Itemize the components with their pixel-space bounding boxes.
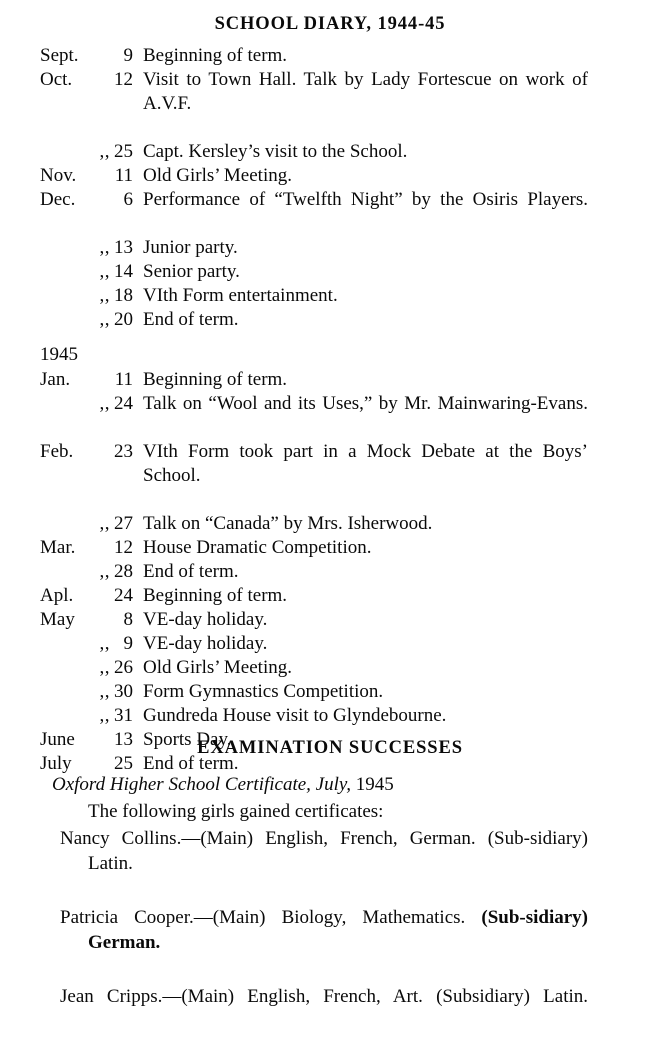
diary-entry-description: Beginning of term. [143,369,288,390]
diary-entry [0,164,660,188]
diary-entry-day: 9 [123,633,133,654]
diary-entry-description: Visit to Town Hall. Talk by Lady Fortescue on work of A.V.F. [143,69,588,114]
diary-entry [0,308,660,332]
certificate-subsidiary-subjects: (Subsidiary) Latin. [436,986,589,1007]
diary-entry-description: VE-day holiday. [143,609,268,630]
certificate-main-subjects: (Main) English, French, German. [200,828,476,849]
diary-entry [0,188,660,236]
diary-entry-day: 12 [114,537,133,558]
certificate-entry [0,905,660,980]
diary-entry-day: 27 [114,513,133,534]
diary-entry [0,632,660,656]
diary-entry-day: 13 [114,237,133,258]
diary-entry [0,260,660,284]
diary-entry-ditto-month: ,, [99,705,110,726]
diary-entry-ditto-month: ,, [99,657,110,678]
diary-entry [0,392,660,440]
diary-entry [0,560,660,584]
diary-entry-day: 6 [123,189,133,210]
diary-entry [0,68,660,140]
diary-entry-description: Gundreda House visit to Glyndebourne. [143,705,447,726]
page-title-examination-successes: EXAMINATION SUCCESSES [197,738,463,758]
diary-entry-day: 24 [114,585,133,606]
diary-entry-description: Old Girls’ Meeting. [143,165,292,186]
certificate-dash: — [193,907,213,928]
diary-entry-ditto-month: ,, [99,309,110,330]
diary-entry-ditto-month: ,, [99,513,110,534]
diary-entry [0,536,660,560]
diary-entry [0,512,660,536]
diary-entry-description: End of term. [143,753,239,774]
diary-entry-description: Old Girls’ Meeting. [143,657,292,678]
diary-entry-description: House Dramatic Competition. [143,537,372,558]
diary-entry-description: Form Gymnastics Competition. [143,681,384,702]
diary-entry-description: Talk on “Canada” by Mrs. Isherwood. [143,513,433,534]
diary-entry [0,284,660,308]
diary-entry-day: 25 [114,753,133,774]
certificate-student-name: Nancy Collins. [60,828,182,849]
diary-entry-ditto-month: ,, [99,261,110,282]
diary-entry-month: Apl. [40,585,74,606]
diary-entry-day: 20 [114,309,133,330]
diary-entry-description: VIth Form entertainment. [143,285,338,306]
exam-subheading-year: 1945 [355,774,394,795]
diary-entry-ditto-month: ,, [99,393,110,414]
diary-entry [0,140,660,164]
diary-entry-month: Mar. [40,537,76,558]
diary-entry-day: 24 [114,393,133,414]
diary-entry-day: 28 [114,561,133,582]
diary-entry-day: 12 [114,69,133,90]
diary-entries-1944 [0,44,660,332]
diary-entry-month: Oct. [40,69,73,90]
diary-entry-month: Sept. [40,45,79,66]
diary-entry-day: 11 [114,369,133,390]
diary-entry-ditto-month: ,, [99,681,110,702]
diary-entry-description: Beginning of term. [143,585,288,606]
diary-entry-month: Nov. [40,165,77,186]
diary-entry-month: Dec. [40,189,76,210]
diary-entry-month: Jan. [40,369,71,390]
diary-list [0,44,660,776]
certificate-subsidiary-subjects: (Sub-sidiary) German. [88,907,589,953]
diary-entry-day: 23 [114,441,133,462]
diary-entry-description: Beginning of term. [143,45,288,66]
diary-entries-1945 [0,368,660,776]
certificate-entry [0,984,660,1034]
certificate-dash: — [181,828,201,849]
diary-entry [0,440,660,512]
diary-entry-description: Senior party. [143,261,240,282]
examination-section [0,772,660,1038]
diary-entry [0,656,660,680]
diary-entry-day: 25 [114,141,133,162]
diary-entry-month: June [40,729,75,750]
page-title-school-diary: SCHOOL DIARY, 1944-45 [214,14,446,34]
diary-entry-description: End of term. [143,309,239,330]
diary-entry-month: July [40,753,72,774]
diary-entry-description: Talk on “Wool and its Uses,” by Mr. Mainwaring-Evans. [143,393,588,414]
diary-entry-description: Capt. Kersley’s visit to the School. [143,141,408,162]
exam-subheading-italic: Oxford Higher School Certificate, July, [52,774,352,795]
certificate-entry [0,826,660,901]
diary-entry-day: 26 [114,657,133,678]
diary-entry-description: Sports Day. [143,729,232,750]
diary-entry-day: 31 [114,705,133,726]
certificate-main-subjects: (Main) English, French, Art. [181,986,423,1007]
certificate-dash: — [162,986,182,1007]
diary-entry [0,44,660,68]
diary-entry [0,608,660,632]
diary-entry-description: VIth Form took part in a Mock Debate at the Boys’ School. [143,441,588,486]
diary-entry-ditto-month: ,, [99,237,110,258]
diary-entry-description: Performance of “Twelfth Night” by the Osiris Players. [143,189,588,210]
exam-intro-text: The following girls gained certificates: [88,801,384,822]
diary-entry-month: May [40,609,75,630]
diary-entry-day: 9 [123,45,133,66]
diary-entry-day: 8 [123,609,133,630]
diary-entry [0,704,660,728]
diary-entry-day: 13 [114,729,133,750]
diary-entry-ditto-month: ,, [99,141,110,162]
diary-entry-ditto-month: ,, [99,561,110,582]
diary-entry-ditto-month: ,, [99,285,110,306]
diary-entry [0,680,660,704]
exam-subheading [0,772,660,797]
year-marker-1945: 1945 [40,344,78,365]
diary-entry-month: Feb. [40,441,74,462]
diary-entry [0,584,660,608]
diary-entry-description: VE-day holiday. [143,633,268,654]
diary-entry-day: 30 [114,681,133,702]
certificate-main-subjects: (Main) Biology, Mathematics. [212,907,466,928]
diary-entry-ditto-month: ,, [99,633,110,654]
diary-entry-day: 18 [114,285,133,306]
diary-entry [0,236,660,260]
certificate-subsidiary-subjects: (Sub-sidiary) Latin. [88,828,588,874]
certificate-student-name: Patricia Cooper. [60,907,194,928]
certificate-list [0,826,660,1034]
diary-entry-day: 14 [114,261,133,282]
diary-entry [0,368,660,392]
diary-entry-day: 11 [114,165,133,186]
diary-entry-description: End of term. [143,561,239,582]
diary-entry-description: Junior party. [143,237,238,258]
certificate-student-name: Jean Cripps. [60,986,163,1007]
